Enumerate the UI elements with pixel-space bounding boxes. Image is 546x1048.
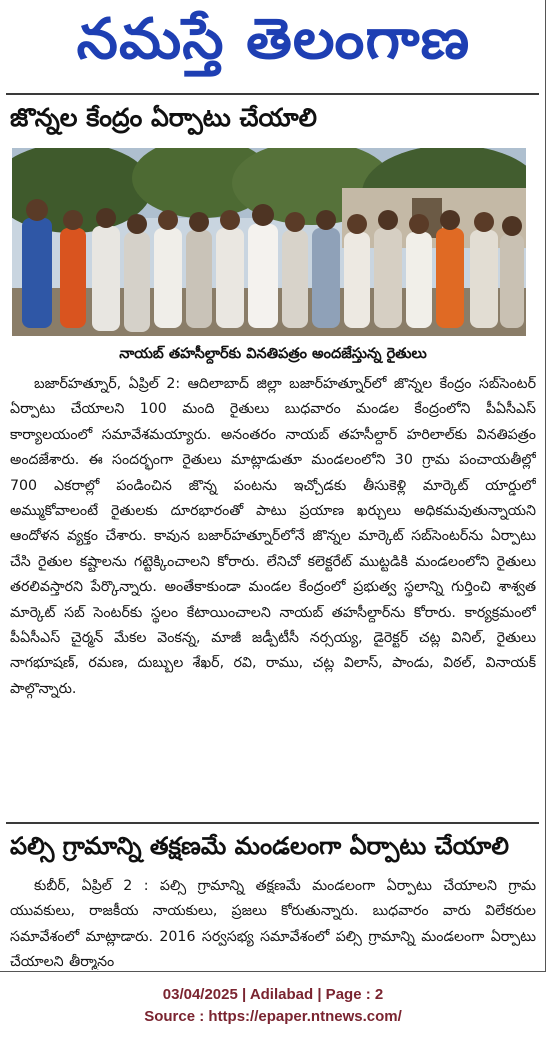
article1-photo: [12, 148, 526, 336]
article-divider: [6, 822, 539, 824]
footer-source: Source : https://epaper.ntnews.com/: [144, 1008, 402, 1025]
article1-headline: జొన్నల కేంద్రం ఏర్పాటు చేయాలి: [10, 103, 317, 132]
footer-date-edition: 03/04/2025 | Adilabad | Page : 2: [162, 986, 384, 1003]
farmers-group-photo: [12, 148, 526, 336]
article1-body-text: బజార్‌హత్నూర్, ఏప్రిల్ 2: ఆదిలాబాద్ జిల్లా బజార్‌హత్నూర్‌లో జొన్నల కేంద్రం సబ్‌సెంటర్ ఏర్పాటు చేయాలని 100 మంది రైతులు బుధవారం మండల కేంద్రంలోని పీఏసీఎస్ కార్యాలయంలో సమావేశమయ్యారు. అనంతరం నాయబ్ తహసీల్దార్ హరిలాల్‌కు వినతిపత్రం అందజేశారు. ఈ సందర్భంగా రైతులు మాట్లాడుతూ మండలంలోని 30 గ్రామ పంచాయతీల్లో 700 ఎకరాల్లో పండించిన జొన్న పంటను ఇచ్చోడకు తీసుకెళ్లి మార్కెట్ యార్డులో అమ్ముకోవాలంటే రైతులకు దూరభారంతో పాటు ప్రయాణ ఖర్చులు అధికమవుతున్నాయని ఆందోళన వ్యక్తం చేశారు. కావున బజార్‌హత్నూర్‌లోనే జొన్నల మార్కెట్ సబ్‌సెంటర్‌ను ఏర్పాటు చేసి రైతుల కష్టాలను గట్టెక్కించాలని కోరారు. లేనిచో కలెక్టరేట్ ముట్టడికి మండలంలోని రైతులు తరలివస్తారని పేర్కొన్నారు. అంతేకాకుండా మండల కేంద్రంలో ప్రభుత్వ స్థలాన్ని గుర్తించి శాశ్వత మార్కెట్ సబ్ సెంటర్‌కు స్థలం కేటాయించాలని నాయబ్ తహసీల్దార్‌ను కోరారు. కార్యక్రమంలో పీఏసీఎస్ చైర్మన్ మేకల వెంకన్న, మాజీ జడ్పీటీసీ నర్సయ్య, డైరెక్టర్ చట్ల వినిల్, రైతులు నాగభూషణ్, రమణ, దుబ్బుల శేఖర్, రవి, రాము, చట్ల విలాస్, పాండు, విఠల్, వినాయక్ పాల్గొన్నారు.: [10, 376, 536, 697]
article1-body: [10, 372, 536, 818]
photo-caption: నాయబ్ తహసీల్దార్‌కు వినతిపత్రం అందజేస్తున్న రైతులు: [119, 346, 427, 362]
article2-body: [10, 874, 536, 970]
masthead: [0, 0, 546, 92]
article2-headline: పల్సి గ్రామాన్ని తక్షణమే మండలంగా ఏర్పాటు చేయాలి: [10, 832, 509, 860]
masthead-divider: [6, 93, 539, 95]
article2-body-text: కుబీర్, ఏప్రిల్ 2 : పల్సి గ్రామాన్ని తక్షణమే మండలంగా ఏర్పాటు చేయాలని గ్రామ యువకులు, రాజకీయ నాయకులు, ప్రజలు కోరుతున్నారు. బుధవారం వారు విలేకరుల సమావేశంలో మాట్లాడారు. 2016 సర్వసభ్య సమావేశంలో పల్సి గ్రామాన్ని మండలంగా ఏర్పాటు చేయాలని తీర్మానం: [10, 878, 536, 970]
masthead-title: నమస్తే తెలంగాణ: [76, 7, 470, 72]
